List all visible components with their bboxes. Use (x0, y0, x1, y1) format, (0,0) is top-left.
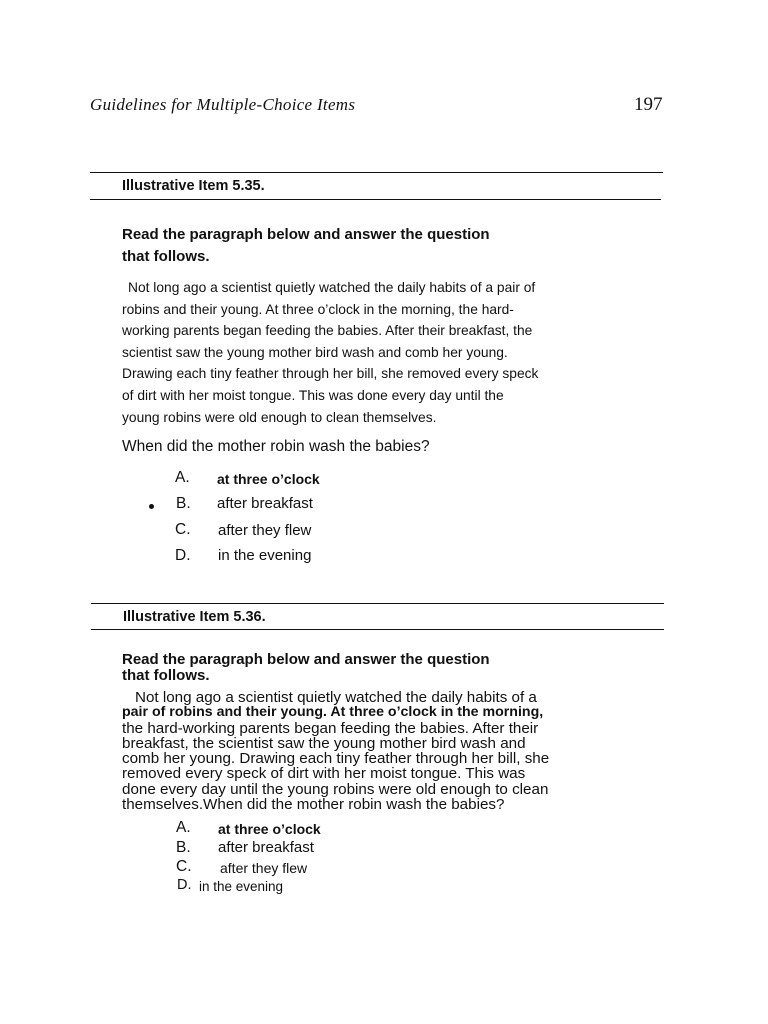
running-title: Guidelines for Multiple-Choice Items (90, 95, 356, 114)
item1-top-rule (90, 172, 663, 173)
option-letter: A. (175, 469, 190, 486)
option-letter: C. (176, 858, 192, 875)
option-text: at three o’clock (217, 471, 320, 487)
option-letter: A. (176, 819, 191, 836)
option-text: after they flew (218, 522, 312, 539)
paragraph-line: breakfast, the scientist saw the young mother bird wash and (122, 734, 526, 752)
paragraph-line: Not long ago a scientist quietly watched the daily habits of a pair of (128, 280, 536, 295)
item1-label: Illustrative Item 5.35. (122, 178, 265, 194)
option-text: after they flew (220, 860, 308, 876)
item2-paragraph (122, 690, 662, 812)
paragraph-line: of dirt with her moist tongue. This was done every day until the (122, 387, 504, 403)
item1-instructions-line: Read the paragraph below and answer the question (122, 226, 490, 243)
option-letter: D. (175, 547, 191, 564)
option-letter: C. (175, 521, 191, 538)
option-text: at three o’clock (218, 821, 321, 837)
option-text: after breakfast (217, 495, 313, 512)
item2-label-rule (91, 629, 664, 630)
option-text: in the evening (218, 547, 312, 564)
option-letter: B. (176, 839, 191, 856)
item1-label-rule (90, 199, 661, 200)
paragraph-line: the hard-working parents began feeding the babies. After their (122, 719, 539, 737)
paragraph-line: scientist saw the young mother bird wash and comb her young. (122, 344, 508, 360)
item2-instructions-line: Read the paragraph below and answer the question (122, 651, 490, 668)
option-text: in the evening (199, 879, 284, 894)
option-letter: D. (177, 877, 192, 893)
correct-answer-bullet (149, 504, 154, 509)
item2-top-rule (91, 603, 664, 604)
paragraph-line: removed every speck of dirt with her moist tongue. This was (122, 765, 526, 783)
item2-label: Illustrative Item 5.36. (123, 609, 266, 625)
option-text: after breakfast (218, 839, 314, 856)
paragraph-line: themselves.When did the mother robin wash the babies? (122, 796, 505, 814)
paragraph-line: Not long ago a scientist quietly watched the daily habits of a (135, 689, 537, 706)
option-letter: B. (176, 495, 191, 512)
paragraph-line: young robins were old enough to clean themselves. (122, 409, 437, 425)
item1-instructions-line: that follows. (122, 248, 210, 265)
item1-question: When did the mother robin wash the babies? (122, 438, 430, 455)
item1-paragraph (122, 277, 642, 428)
item2-instructions-line: that follows. (122, 667, 210, 684)
item2-instructions (122, 652, 490, 684)
item1-instructions (122, 224, 490, 268)
paragraph-line: robins and their young. At three o’clock in the morning, the hard- (122, 301, 514, 317)
paragraph-line: pair of robins and their young. At three o’clock in the morning, (122, 704, 544, 721)
paragraph-line: working parents began feeding the babies. After their breakfast, the (122, 323, 533, 339)
paragraph-line: Drawing each tiny feather through her bill, she removed every speck (122, 366, 539, 382)
page-number: 197 (634, 94, 663, 115)
paragraph-line: comb her young. Drawing each tiny feather through her bill, she (122, 750, 550, 768)
paragraph-line: done every day until the young robins were old enough to clean (122, 780, 549, 798)
